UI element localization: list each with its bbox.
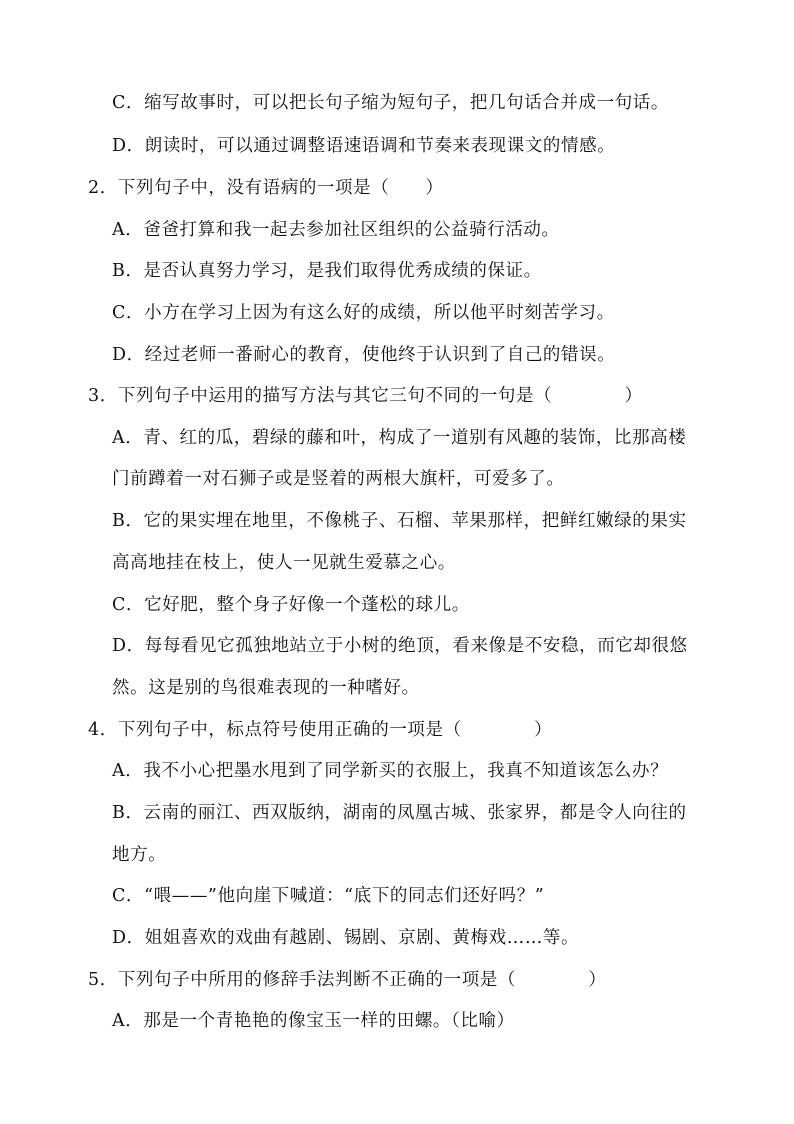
q4-option-b-cont: 地方。 <box>112 845 167 865</box>
q4-option-b: B．云南的丽江、西双版纳，湖南的凤凰古城、张家界，都是令人向往的 <box>112 803 687 823</box>
question-4: 4．下列句子中，标点符号使用正确的一项是（ ） <box>88 720 553 740</box>
q4-option-d: D．姐姐喜欢的戏曲有越剧、锡剧、京剧、黄梅戏……等。 <box>112 928 580 948</box>
q2-option-d: D．经过老师一番耐心的教育，使他终于认识到了自己的错误。 <box>112 345 616 365</box>
q3-option-a-cont: 门前蹲着一对石狮子或是竖着的两根大旗杆，可爱多了。 <box>112 469 565 489</box>
q3-option-d-cont: 然。这是别的鸟很难表现的一种嗜好。 <box>112 678 420 698</box>
question-2: 2．下列句子中，没有语病的一项是（ ） <box>88 178 444 198</box>
q3-option-a: A．青、红的瓜，碧绿的藤和叶，构成了一道别有风趣的装饰，比那高楼 <box>112 428 687 448</box>
q3-option-b: B．它的果实埋在地里，不像桃子、石榴、苹果那样，把鲜红嫩绿的果实 <box>112 511 687 531</box>
question-3: 3．下列句子中运用的描写方法与其它三句不同的一句是（ ） <box>88 386 643 406</box>
q1-option-c: C．缩写故事时，可以把长句子缩为短句子，把几句话合并成一句话。 <box>112 93 669 113</box>
q3-option-d: D．每每看见它孤独地站立于小树的绝顶，看来像是不安稳，而它却很悠 <box>112 636 688 656</box>
q2-option-c: C．小方在学习上因为有这么好的成绩，所以他平时刻苦学习。 <box>112 303 615 323</box>
q4-option-a: A．我不小心把墨水甩到了同学新买的衣服上，我真不知道该怎么办？ <box>112 761 669 781</box>
q2-option-a: A．爸爸打算和我一起去参加社区组织的公益骑行活动。 <box>112 220 560 240</box>
question-5: 5．下列句子中所用的修辞手法判断不正确的一项是（ ） <box>88 970 607 990</box>
q2-option-b: B．是否认真努力学习，是我们取得优秀成绩的保证。 <box>112 261 542 281</box>
q3-option-b-cont: 高高地挂在枝上，使人一见就生爱慕之心。 <box>112 553 456 573</box>
q1-option-d: D．朗读时，可以通过调整语速语调和节奏来表现课文的情感。 <box>112 136 616 156</box>
q5-option-a: A．那是一个青艳艳的像宝玉一样的田螺。（比喻） <box>112 1011 515 1031</box>
q3-option-c: C．它好肥，整个身子好像一个蓬松的球儿。 <box>112 595 470 615</box>
q4-option-c: C．“喂——”他向崖下喊道：“底下的同志们还好吗？” <box>112 886 545 906</box>
